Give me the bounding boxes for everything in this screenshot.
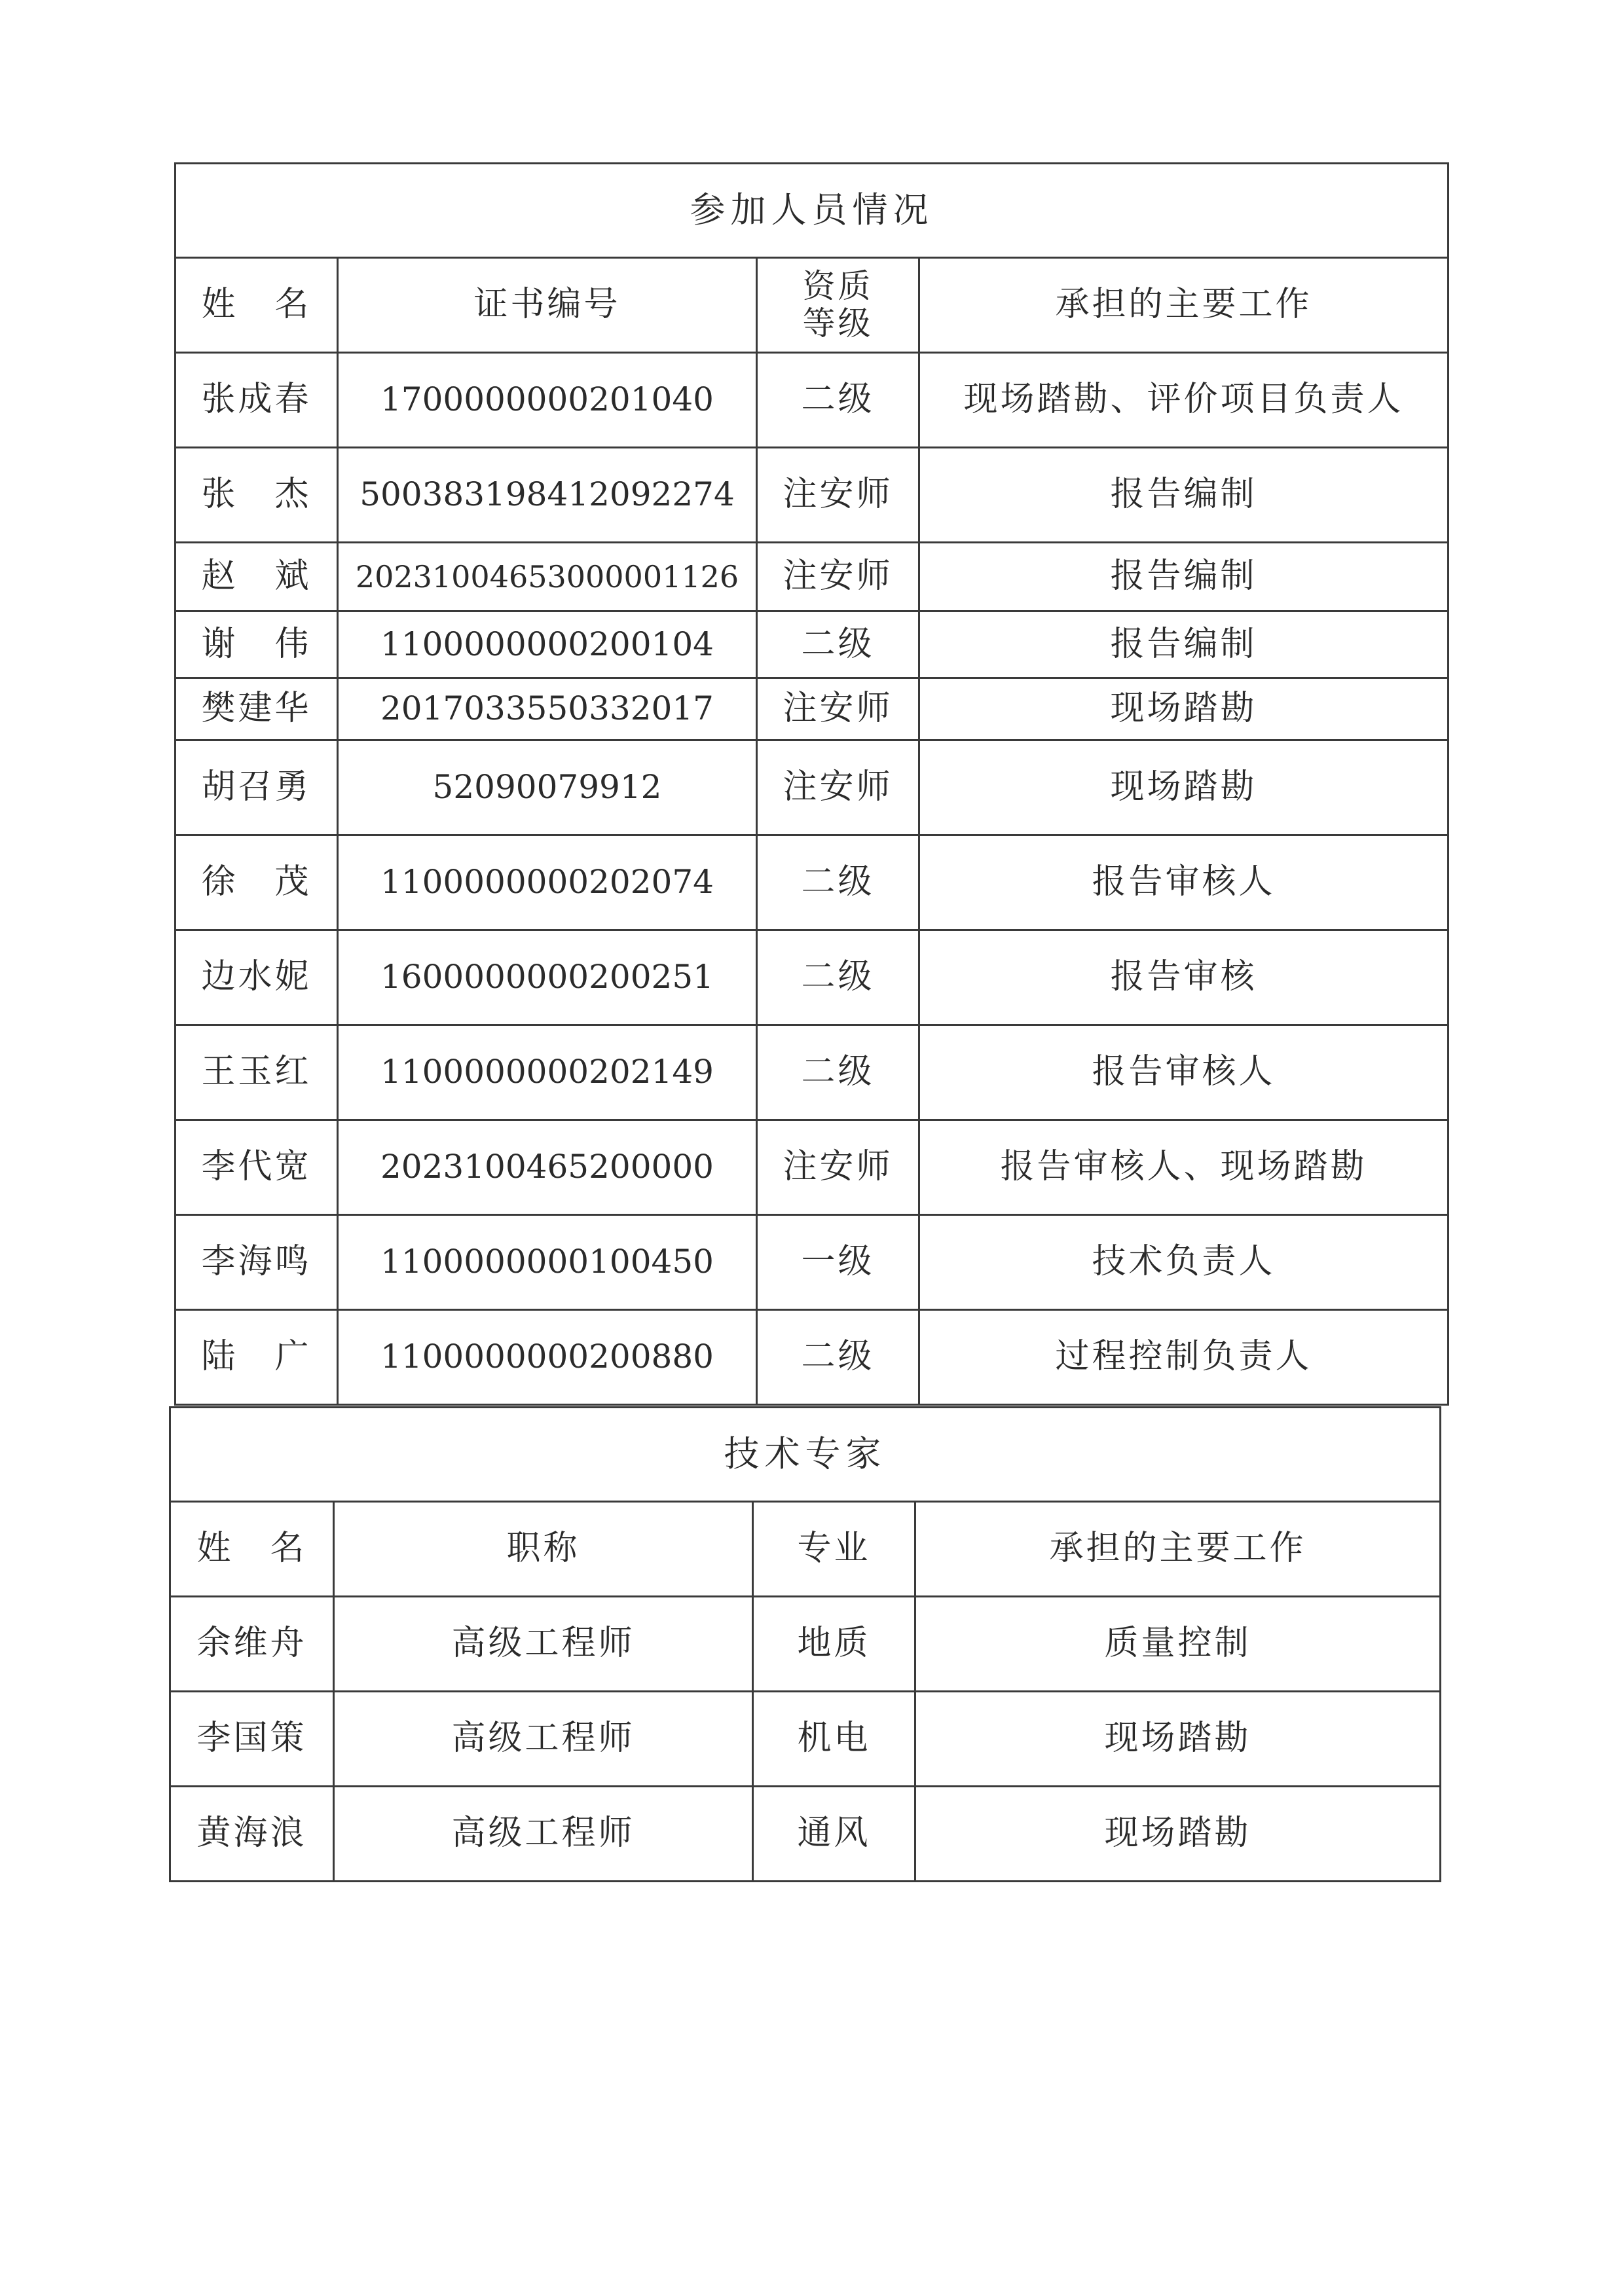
- cell-title: 高级工程师: [334, 1597, 753, 1692]
- cell-title: 高级工程师: [334, 1692, 753, 1787]
- cell-cert: 52090079912: [338, 740, 757, 835]
- table-row: [175, 1025, 1449, 1120]
- cell-qual: 注安师: [757, 448, 919, 543]
- staff-table: [174, 162, 1449, 1406]
- staff-header-row: [175, 258, 1449, 353]
- table-row: [175, 353, 1449, 448]
- cell-work: 现场踏勘: [919, 678, 1449, 740]
- cell-work: 报告编制: [919, 611, 1449, 678]
- cell-work: 现场踏勘: [915, 1787, 1441, 1882]
- cell-work: 现场踏勘: [915, 1692, 1441, 1787]
- cell-cert: 1600000000200251: [338, 930, 757, 1025]
- cell-work: 报告编制: [919, 448, 1449, 543]
- cell-cert: 1100000000200880: [338, 1310, 757, 1405]
- cell-work: 报告编制: [919, 543, 1449, 611]
- header-qual-line2: 等级: [802, 304, 874, 342]
- header-title: 职称: [334, 1502, 753, 1597]
- cell-cert: 1100000000200104: [338, 611, 757, 678]
- cell-name: 张 杰: [175, 448, 338, 543]
- cell-qual: 二级: [757, 353, 919, 448]
- table-row: [175, 1310, 1449, 1405]
- expert-section-title: 技术专家: [170, 1408, 1441, 1502]
- cell-work: 技术负责人: [919, 1215, 1449, 1310]
- cell-cert: 1100000000202074: [338, 835, 757, 930]
- cell-cert: 2023100465200000: [338, 1120, 757, 1215]
- cell-name: 赵 斌: [175, 543, 338, 611]
- cell-qual: 一级: [757, 1215, 919, 1310]
- cell-qual: 注安师: [757, 543, 919, 611]
- cell-qual: 注安师: [757, 1120, 919, 1215]
- table-row: [170, 1597, 1441, 1692]
- cell-name: 陆 广: [175, 1310, 338, 1405]
- cell-title: 高级工程师: [334, 1787, 753, 1882]
- table-row: [175, 930, 1449, 1025]
- expert-header-row: [170, 1502, 1441, 1597]
- table-row: [175, 678, 1449, 740]
- table-row: [175, 740, 1449, 835]
- expert-table: [169, 1406, 1441, 1882]
- cell-work: 过程控制负责人: [919, 1310, 1449, 1405]
- cell-cert: 500383198412092274: [338, 448, 757, 543]
- cell-name: 余维舟: [170, 1597, 334, 1692]
- header-name: 姓 名: [175, 258, 338, 353]
- cell-name: 张成春: [175, 353, 338, 448]
- cell-name: 边水妮: [175, 930, 338, 1025]
- cell-work: 报告审核: [919, 930, 1449, 1025]
- table-row: [175, 543, 1449, 611]
- cell-work: 现场踏勘: [919, 740, 1449, 835]
- cell-qual: 二级: [757, 835, 919, 930]
- cell-qual: 注安师: [757, 678, 919, 740]
- cell-cert: 1100000000202149: [338, 1025, 757, 1120]
- table-row: [170, 1787, 1441, 1882]
- cell-qual: 二级: [757, 1025, 919, 1120]
- cell-name: 黄海浪: [170, 1787, 334, 1882]
- cell-cert: 20231004653000001126: [338, 543, 757, 611]
- header-qual-line1: 资质: [802, 266, 874, 305]
- cell-name: 李国策: [170, 1692, 334, 1787]
- cell-name: 谢 伟: [175, 611, 338, 678]
- header-work: 承担的主要工作: [915, 1502, 1441, 1597]
- cell-cert: 1100000000100450: [338, 1215, 757, 1310]
- cell-work: 报告审核人、现场踏勘: [919, 1120, 1449, 1215]
- cell-cert: 1700000000201040: [338, 353, 757, 448]
- cell-specialty: 通风: [753, 1787, 915, 1882]
- cell-qual: 注安师: [757, 740, 919, 835]
- header-name: 姓 名: [170, 1502, 334, 1597]
- cell-name: 徐 茂: [175, 835, 338, 930]
- cell-work: 现场踏勘、评价项目负责人: [919, 353, 1449, 448]
- table-row: [175, 1215, 1449, 1310]
- table-row: [175, 1120, 1449, 1215]
- cell-work: 质量控制: [915, 1597, 1441, 1692]
- table-row: [170, 1692, 1441, 1787]
- header-cert: 证书编号: [338, 258, 757, 353]
- cell-work: 报告审核人: [919, 1025, 1449, 1120]
- cell-name: 李海鸣: [175, 1215, 338, 1310]
- cell-work: 报告审核人: [919, 835, 1449, 930]
- expert-section-title-row: [170, 1408, 1441, 1502]
- cell-qual: 二级: [757, 611, 919, 678]
- cell-name: 李代宽: [175, 1120, 338, 1215]
- table-row: [175, 835, 1449, 930]
- cell-name: 樊建华: [175, 678, 338, 740]
- cell-specialty: 机电: [753, 1692, 915, 1787]
- cell-name: 胡召勇: [175, 740, 338, 835]
- cell-cert: 2017033550332017: [338, 678, 757, 740]
- cell-qual: 二级: [757, 1310, 919, 1405]
- table-row: [175, 611, 1449, 678]
- cell-qual: 二级: [757, 930, 919, 1025]
- header-specialty: 专业: [753, 1502, 915, 1597]
- header-work: 承担的主要工作: [919, 258, 1449, 353]
- cell-specialty: 地质: [753, 1597, 915, 1692]
- cell-name: 王玉红: [175, 1025, 338, 1120]
- table-row: [175, 448, 1449, 543]
- staff-section-title-row: [175, 164, 1449, 258]
- header-qual: [757, 258, 919, 353]
- staff-section-title: 参加人员情况: [175, 164, 1449, 258]
